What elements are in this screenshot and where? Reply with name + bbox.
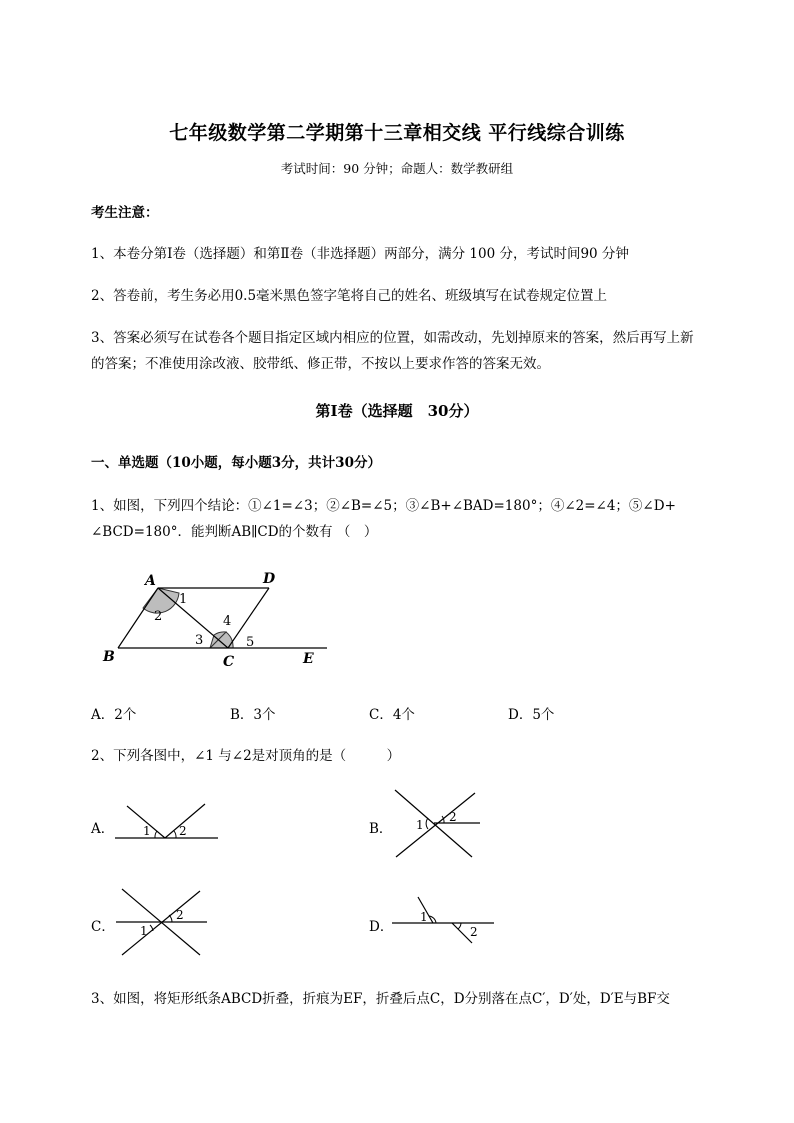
line-ac: [158, 588, 228, 648]
q1-option-a[interactable]: A．2个: [91, 707, 137, 723]
angle-label-1: 1: [179, 592, 188, 607]
label-a: A: [145, 573, 156, 589]
label-e: E: [303, 651, 314, 667]
q1-text: 1、如图，下列四个结论：①∠1=∠3；②∠B=∠5；③∠B+∠BAD=180°；④∠2=∠4；⑤∠D+: [91, 498, 676, 514]
exam-info: 考试时间：90 分钟；命题人：数学教研组: [280, 161, 514, 176]
q2-text: 2、下列各图中，∠1 与∠2是对顶角的是（ ）: [91, 748, 401, 764]
svg-text:1: 1: [420, 910, 428, 924]
svg-text:2: 2: [176, 908, 184, 922]
q2-figure-c: [112, 885, 212, 960]
label-b: B: [103, 649, 115, 665]
svg-text:1: 1: [140, 924, 148, 938]
label-d: D: [263, 571, 276, 587]
q3-text: 3、如图，将矩形纸条ABCD折叠，折痕为EF，折叠后点C，D分别落在点C′，D′处，D′E与BF交: [91, 991, 670, 1007]
svg-text:2: 2: [470, 925, 478, 939]
line-ab: [118, 588, 158, 648]
page-title: 七年级数学第二学期第十三章相交线 平行线综合训练: [169, 122, 625, 144]
notice-heading: 考生注意：: [91, 205, 159, 221]
q1-text-cont: ∠BCD=180°．能判断AB∥CD的个数有 （ ）: [91, 524, 378, 540]
svg-text:1: 1: [143, 824, 151, 838]
q1-option-d[interactable]: D．5个: [508, 707, 555, 723]
angle-label-3: 3: [195, 633, 204, 648]
part-heading: 一、单选题（10小题，每小题3分，共计30分）: [91, 455, 381, 471]
angle-label-4: 4: [223, 614, 232, 629]
label-c: C: [223, 654, 235, 670]
q1-figure: [95, 565, 335, 670]
q2-option-c[interactable]: C．: [91, 919, 115, 935]
q2-figure-b: [390, 785, 485, 860]
q2-figure-d: [390, 893, 500, 948]
notice-item-3-cont: 的答案；不准使用涂改液、胶带纸、修正带，不按以上要求作答的答案无效。: [91, 356, 550, 372]
angle-label-2: 2: [154, 609, 163, 624]
q1-option-c[interactable]: C．4个: [369, 707, 415, 723]
q2-figure-a: [112, 800, 222, 845]
svg-text:2: 2: [179, 824, 187, 838]
section-title: 第Ⅰ卷（选择题 30分）: [315, 402, 479, 420]
notice-item-1: 1、本卷分第Ⅰ卷（选择题）和第Ⅱ卷（非选择题）两部分，满分 100 分，考试时间90 分钟: [91, 246, 629, 262]
q2-option-b[interactable]: B．: [369, 821, 393, 837]
q2-option-a[interactable]: A．: [91, 821, 115, 837]
notice-item-3: 3、答案必须写在试卷各个题目指定区域内相应的位置，如需改动，先划掉原来的答案，然后再写上新: [91, 330, 694, 346]
notice-item-2: 2、答卷前，考生务必用0.5毫米黑色签字笔将自己的姓名、班级填写在试卷规定位置上: [91, 288, 608, 304]
angle-label-5: 5: [246, 635, 255, 650]
q1-option-b[interactable]: B．3个: [230, 707, 276, 723]
q2-option-d[interactable]: D．: [369, 919, 394, 935]
svg-text:2: 2: [449, 810, 457, 824]
svg-text:1: 1: [416, 818, 424, 832]
